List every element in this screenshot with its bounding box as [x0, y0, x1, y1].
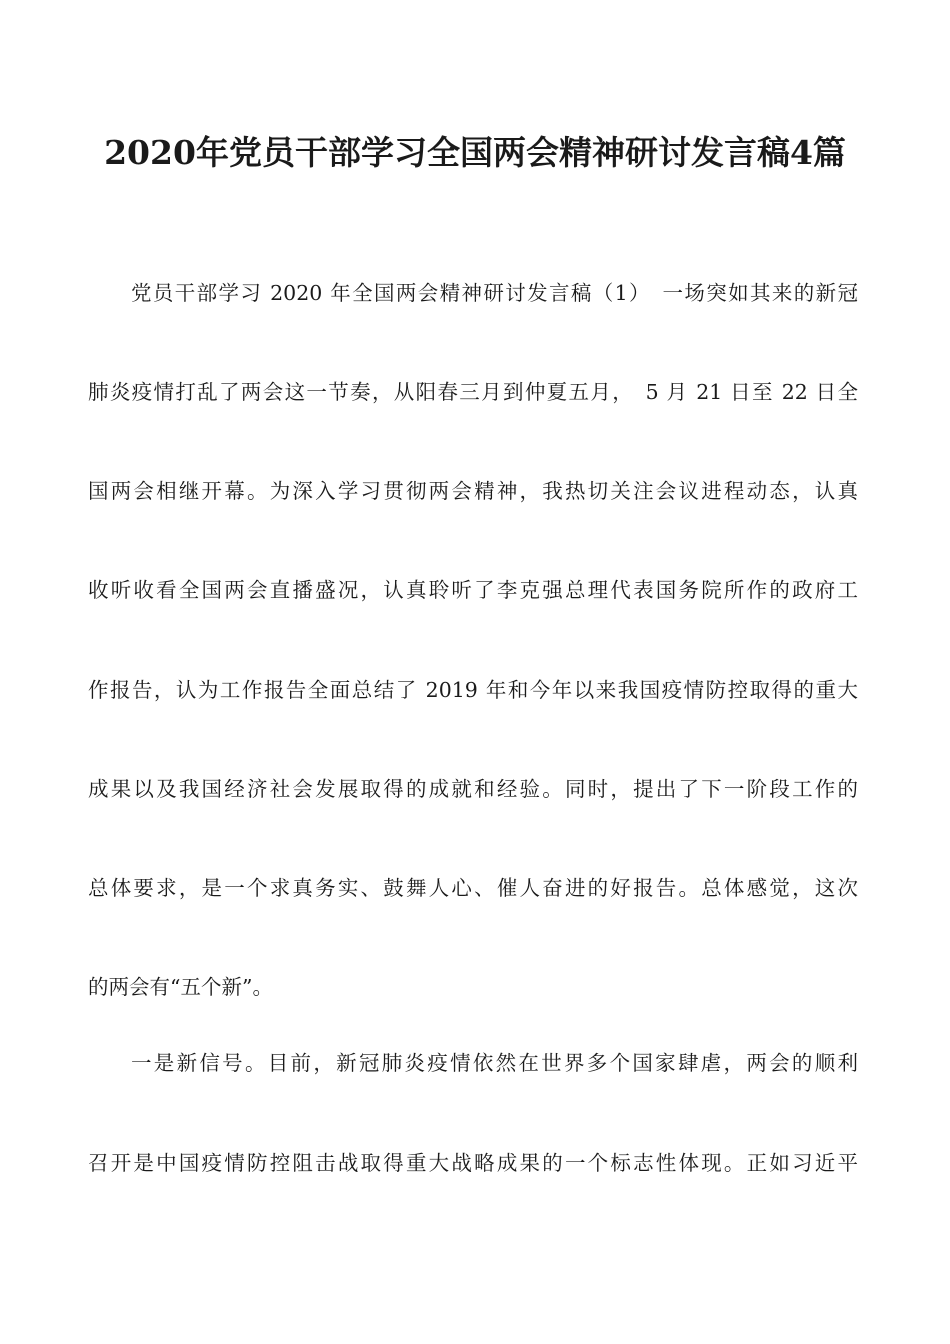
- paragraph-line: 作报告，认为工作报告全面总结了 2019 年和今年以来我国疫情防控取得的重大: [88, 678, 858, 702]
- paragraph-line: 党员干部学习 2020 年全国两会精神研讨发言稿（1） 一场突如其来的新冠: [131, 281, 858, 305]
- paragraph-line: 的两会有“五个新”。: [88, 975, 273, 999]
- paragraph-line: 召开是中国疫情防控阻击战取得重大战略成果的一个标志性体现。正如习近平: [88, 1151, 858, 1175]
- paragraph-line: 总体要求，是一个求真务实、鼓舞人心、催人奋进的好报告。总体感觉，这次: [88, 876, 858, 900]
- paragraph-line: 成果以及我国经济社会发展取得的成就和经验。同时，提出了下一阶段工作的: [88, 777, 858, 801]
- paragraph-line: 肺炎疫情打乱了两会这一节奏，从阳春三月到仲夏五月， 5 月 21 日至 22 日全: [88, 380, 858, 404]
- paragraph-line: 收听收看全国两会直播盛况，认真聆听了李克强总理代表国务院所作的政府工: [88, 578, 858, 602]
- document-title: 2020年党员干部学习全国两会精神研讨发言稿4篇: [104, 133, 846, 172]
- paragraph-line: 一是新信号。目前，新冠肺炎疫情依然在世界多个国家肆虐，两会的顺利: [131, 1051, 858, 1075]
- paragraph-line: 国两会相继开幕。为深入学习贯彻两会精神，我热切关注会议进程动态，认真: [88, 479, 858, 503]
